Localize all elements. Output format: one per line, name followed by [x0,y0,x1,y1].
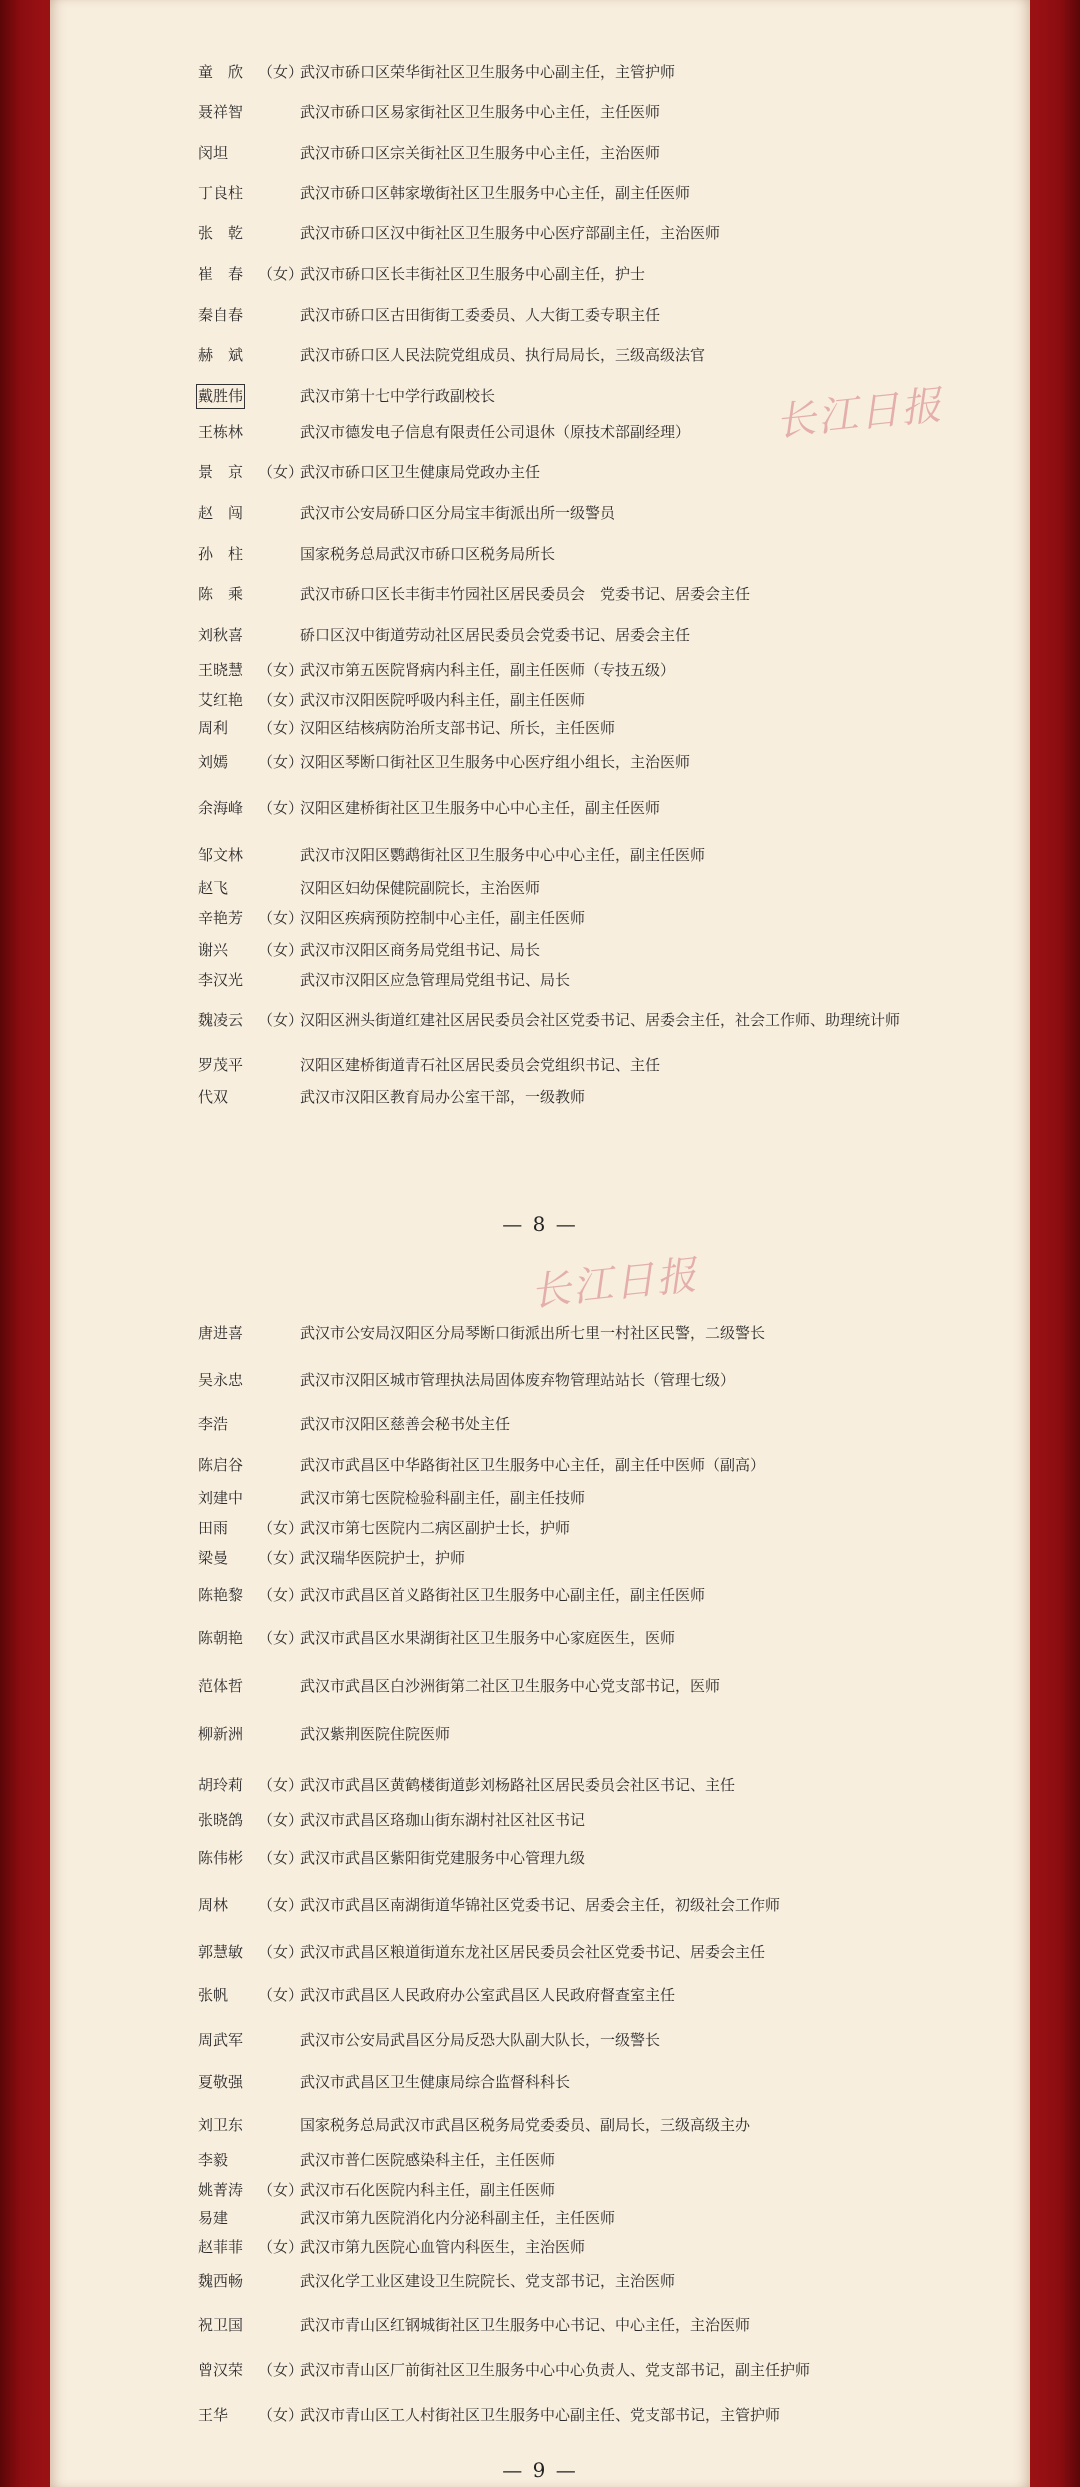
person-title: 武汉市武昌区中华路街社区卫生服务中心主任，副主任中医师（副高） [300,1456,766,1474]
person-name: 童 欣 [198,63,244,81]
person-name: 陈 乘 [198,585,244,603]
person-title: 武汉市普仁医院感染科主任，主任医师 [300,2151,556,2169]
person-name: 姚菁涛 [198,2181,244,2199]
person-name: 胡玲莉 [198,1776,244,1794]
person-title: 汉阳区洲头街道红建社区居民委员会社区党委书记、居委会主任，社会工作师、助理统计师 [300,1011,901,1029]
person-name: 夏敬强 [198,2073,244,2091]
person-title: 武汉市武昌区首义路街社区卫生服务中心副主任，副主任医师 [300,1586,706,1604]
person-title: 武汉市硚口区荣华街社区卫生服务中心副主任，主管护师 [300,63,676,81]
person-name: 余海峰 [198,799,244,817]
person-title: 汉阳区建桥街社区卫生服务中心中心主任，副主任医师 [300,799,661,817]
person-name: 陈艳黎 [198,1586,244,1604]
person-title: 武汉市硚口区人民法院党组成员、执行局局长，三级高级法官 [300,346,706,364]
female-marker: （女） [258,2361,304,2379]
person-name: 李毅 [198,2151,229,2169]
person-title: 武汉市硚口区易家街社区卫生服务中心主任，主任医师 [300,103,661,121]
female-marker: （女） [258,63,304,81]
person-title: 汉阳区妇幼保健院副院长，主治医师 [300,879,541,897]
person-name: 刘秋喜 [198,626,244,644]
female-marker: （女） [258,909,304,927]
person-name: 陈伟彬 [198,1849,244,1867]
person-name: 崔 春 [198,265,244,283]
person-title: 武汉市武昌区粮道街道东龙社区居民委员会社区党委书记、居委会主任 [300,1943,766,1961]
person-title: 武汉紫荆医院住院医师 [300,1725,451,1743]
person-title: 武汉市汉阳区鹦鹉街社区卫生服务中心中心主任，副主任医师 [300,846,706,864]
person-name: 赫 斌 [198,346,244,364]
newspaper-watermark: 长江日报 [773,382,946,446]
female-marker: （女） [258,1011,304,1029]
person-title: 汉阳区建桥街道青石社区居民委员会党组织书记、主任 [300,1056,661,1074]
person-title: 武汉市硚口区卫生健康局党政办主任 [300,463,541,481]
person-title: 武汉市汉阳区应急管理局党组书记、局长 [300,971,571,989]
person-name: 代双 [198,1088,229,1106]
person-name: 戴胜伟 [198,387,244,405]
person-title: 武汉市第五医院肾病内科主任，副主任医师（专技五级） [300,661,676,679]
person-title: 武汉市公安局武昌区分局反恐大队副大队长，一级警长 [300,2031,661,2049]
person-name: 聂祥智 [198,103,244,121]
female-marker: （女） [258,1849,304,1867]
person-title: 武汉市汉阳区慈善会秘书处主任 [300,1415,511,1433]
person-name: 罗茂平 [198,1056,244,1074]
person-title: 汉阳区疾病预防控制中心主任，副主任医师 [300,909,586,927]
person-name: 张帆 [198,1986,229,2004]
person-title: 武汉市硚口区古田街街工委委员、人大街工委专职主任 [300,306,661,324]
person-title: 武汉市青山区厂前街社区卫生服务中心中心负责人、党支部书记，副主任护师 [300,2361,811,2379]
female-marker: （女） [258,1811,304,1829]
page-number: — 9 — [502,2458,578,2482]
female-marker: （女） [258,1519,304,1537]
person-title: 武汉市武昌区黄鹤楼街道彭刘杨路社区居民委员会社区书记、主任 [300,1776,736,1794]
person-name: 秦自春 [198,306,244,324]
person-name: 刘卫东 [198,2116,244,2134]
person-title: 武汉市硚口区汉中街社区卫生服务中心医疗部副主任，主治医师 [300,224,721,242]
person-title: 武汉市第七医院内二病区副护士长，护师 [300,1519,571,1537]
person-title: 武汉市武昌区珞珈山街东湖村社区社区书记 [300,1811,586,1829]
person-name: 刘嫣 [198,753,229,771]
person-name: 艾红艳 [198,691,244,709]
person-name: 李汉光 [198,971,244,989]
person-name: 曾汉荣 [198,2361,244,2379]
female-marker: （女） [258,2181,304,2199]
person-title: 汉阳区结核病防治所支部书记、所长，主任医师 [300,719,616,737]
person-name: 吴永忠 [198,1371,244,1389]
person-title: 武汉市青山区红钢城街社区卫生服务中心书记、中心主任，主治医师 [300,2316,751,2334]
person-title: 武汉市第十七中学行政副校长 [300,387,496,405]
person-name: 张 乾 [198,224,244,242]
document-page [50,0,1030,2487]
person-name: 陈启谷 [198,1456,244,1474]
person-title: 武汉市公安局硚口区分局宝丰街派出所一级警员 [300,504,616,522]
person-title: 武汉市汉阳医院呼吸内科主任，副主任医师 [300,691,586,709]
person-title: 武汉市汉阳区教育局办公室干部，一级教师 [300,1088,586,1106]
person-name: 刘建中 [198,1489,244,1507]
person-name: 王华 [198,2406,229,2424]
person-name: 唐进喜 [198,1324,244,1342]
person-name: 柳新洲 [198,1725,244,1743]
person-title: 武汉市汉阳区城市管理执法局固体废弃物管理站站长（管理七级） [300,1371,736,1389]
person-name: 李浩 [198,1415,229,1433]
person-name: 王栋林 [198,423,244,441]
female-marker: （女） [258,1629,304,1647]
female-marker: （女） [258,719,304,737]
person-title: 武汉市硚口区长丰街丰竹园社区居民委员会 党委书记、居委会主任 [300,585,751,603]
honoree-list [50,0,1030,2487]
person-title: 武汉市硚口区长丰街社区卫生服务中心副主任，护士 [300,265,646,283]
person-title: 武汉市硚口区韩家墩街社区卫生服务中心主任，副主任医师 [300,184,691,202]
person-title: 武汉市青山区工人村街社区卫生服务中心副主任、党支部书记，主管护师 [300,2406,781,2424]
person-title: 武汉市武昌区白沙洲街第二社区卫生服务中心党支部书记，医师 [300,1677,721,1695]
person-name: 景 京 [198,463,244,481]
person-title: 汉阳区琴断口街社区卫生服务中心医疗组小组长，主治医师 [300,753,691,771]
female-marker: （女） [258,1549,304,1567]
person-title: 武汉市德发电子信息有限责任公司退休（原技术部副经理） [300,423,691,441]
person-name: 田雨 [198,1519,229,1537]
person-title: 武汉市武昌区水果湖街社区卫生服务中心家庭医生，医师 [300,1629,676,1647]
person-title: 武汉市汉阳区商务局党组书记、局长 [300,941,541,959]
person-name: 邹文林 [198,846,244,864]
person-name: 谢兴 [198,941,229,959]
person-name: 张晓鸽 [198,1811,244,1829]
person-name: 易建 [198,2209,229,2227]
person-title: 硚口区汉中街道劳动社区居民委员会党委书记、居委会主任 [300,626,691,644]
female-marker: （女） [258,799,304,817]
person-title: 武汉市公安局汉阳区分局琴断口街派出所七里一村社区民警，二级警长 [300,1324,766,1342]
person-name: 周武军 [198,2031,244,2049]
female-marker: （女） [258,2406,304,2424]
person-name: 丁良柱 [198,184,244,202]
person-title: 武汉市第九医院消化内分泌科副主任，主任医师 [300,2209,616,2227]
person-title: 武汉市武昌区南湖街道华锦社区党委书记、居委会主任，初级社会工作师 [300,1896,781,1914]
female-marker: （女） [258,463,304,481]
person-title: 武汉市第九医院心血管内科医生，主治医师 [300,2238,586,2256]
person-name: 梁曼 [198,1549,229,1567]
female-marker: （女） [258,1586,304,1604]
person-name: 赵飞 [198,879,229,897]
person-title: 武汉市硚口区宗关街社区卫生服务中心主任，主治医师 [300,144,661,162]
person-title: 国家税务总局武汉市武昌区税务局党委委员、副局长，三级高级主办 [300,2116,751,2134]
female-marker: （女） [258,1986,304,2004]
female-marker: （女） [258,265,304,283]
person-name: 陈朝艳 [198,1629,244,1647]
person-title: 武汉瑞华医院护士，护师 [300,1549,466,1567]
female-marker: （女） [258,661,304,679]
page-number: — 8 — [502,1212,578,1236]
person-name: 闵坦 [198,144,229,162]
person-name: 赵 闯 [198,504,244,522]
person-name: 孙 柱 [198,545,244,563]
female-marker: （女） [258,1943,304,1961]
person-title: 武汉化学工业区建设卫生院院长、党支部书记，主治医师 [300,2272,676,2290]
person-name: 王晓慧 [198,661,244,679]
person-title: 武汉市第七医院检验科副主任，副主任技师 [300,1489,586,1507]
person-name: 祝卫国 [198,2316,244,2334]
person-name: 赵菲菲 [198,2238,244,2256]
female-marker: （女） [258,1776,304,1794]
person-name: 周林 [198,1896,229,1914]
female-marker: （女） [258,691,304,709]
female-marker: （女） [258,2238,304,2256]
newspaper-watermark: 长江日报 [528,1252,701,1316]
person-name: 魏西畅 [198,2272,244,2290]
person-title: 武汉市武昌区人民政府办公室武昌区人民政府督查室主任 [300,1986,676,2004]
female-marker: （女） [258,941,304,959]
person-title: 武汉市武昌区紫阳街党建服务中心管理九级 [300,1849,586,1867]
female-marker: （女） [258,1896,304,1914]
person-name: 魏凌云 [198,1011,244,1029]
person-title: 国家税务总局武汉市硚口区税务局所长 [300,545,556,563]
female-marker: （女） [258,753,304,771]
person-title: 武汉市石化医院内科主任，副主任医师 [300,2181,556,2199]
person-name: 郭慧敏 [198,1943,244,1961]
person-title: 武汉市武昌区卫生健康局综合监督科科长 [300,2073,571,2091]
person-name: 周利 [198,719,229,737]
person-name: 辛艳芳 [198,909,244,927]
person-name: 范体哲 [198,1677,244,1695]
